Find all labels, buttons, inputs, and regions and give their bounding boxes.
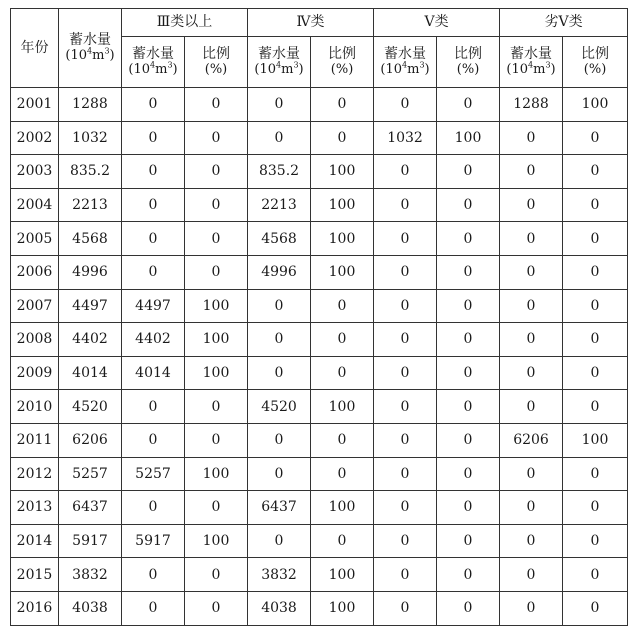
- class-iii-storage-cell: 0: [122, 423, 185, 457]
- class-v-storage-cell: 0: [374, 155, 437, 189]
- class-iv-ratio-cell: 0: [311, 423, 374, 457]
- class-v-ratio-cell: 0: [437, 423, 500, 457]
- below-class-v-storage-cell: 0: [500, 222, 563, 256]
- class-iv-storage-cell: 6437: [248, 491, 311, 525]
- table-body: [11, 88, 628, 626]
- below-class-v-ratio-cell: 0: [563, 155, 628, 189]
- class-iv-storage-cell: 4038: [248, 591, 311, 625]
- subheader-ratio: 比例 (%): [185, 37, 248, 88]
- class-v-storage-cell: 0: [374, 423, 437, 457]
- below-class-v-ratio-cell: 100: [563, 88, 628, 122]
- class-iv-ratio-cell: 0: [311, 323, 374, 357]
- class-iv-ratio-cell: 0: [311, 289, 374, 323]
- class-iii-storage-cell: 0: [122, 390, 185, 424]
- class-iii-storage-cell: 4014: [122, 356, 185, 390]
- class-v-storage-cell: 0: [374, 390, 437, 424]
- total-storage-unit: $(10^4m^3)$: [65, 46, 115, 63]
- class-v-ratio-cell: 0: [437, 255, 500, 289]
- class-v-ratio-cell: 0: [437, 88, 500, 122]
- class-iii-ratio-cell: 0: [185, 255, 248, 289]
- class-iii-ratio-cell: 0: [185, 491, 248, 525]
- total-storage-cell: 4520: [59, 390, 122, 424]
- class-iii-ratio-cell: 0: [185, 423, 248, 457]
- total-storage-cell: 4568: [59, 222, 122, 256]
- class-iv-ratio-cell: 100: [311, 558, 374, 592]
- class-iv-storage-cell: 0: [248, 121, 311, 155]
- class-v-storage-cell: 0: [374, 289, 437, 323]
- total-storage-cell: 4038: [59, 591, 122, 625]
- below-class-v-storage-cell: 0: [500, 558, 563, 592]
- below-class-v-storage-cell: 1288: [500, 88, 563, 122]
- below-class-v-ratio-cell: 0: [563, 188, 628, 222]
- table-row: [11, 222, 628, 256]
- table-row: [11, 491, 628, 525]
- year-cell: 2006: [11, 255, 59, 289]
- class-v-storage-cell: 0: [374, 591, 437, 625]
- below-class-v-ratio-cell: 0: [563, 591, 628, 625]
- year-cell: 2002: [11, 121, 59, 155]
- class-iii-storage-cell: 0: [122, 222, 185, 256]
- year-header: 年份: [11, 9, 59, 88]
- class-v-storage-cell: 0: [374, 524, 437, 558]
- subheader-ratio: 比例 (%): [563, 37, 628, 88]
- table-row: [11, 188, 628, 222]
- below-class-v-ratio-cell: 0: [563, 457, 628, 491]
- table-row: [11, 558, 628, 592]
- year-cell: 2012: [11, 457, 59, 491]
- class-iii-ratio-cell: 0: [185, 155, 248, 189]
- class-iv-storage-cell: 0: [248, 423, 311, 457]
- year-cell: 2013: [11, 491, 59, 525]
- year-cell: 2005: [11, 222, 59, 256]
- class-iv-storage-cell: 0: [248, 323, 311, 357]
- class-iv-ratio-cell: 0: [311, 356, 374, 390]
- below-class-v-ratio-cell: 0: [563, 558, 628, 592]
- class-v-ratio-cell: 0: [437, 323, 500, 357]
- class-v-storage-cell: 1032: [374, 121, 437, 155]
- group-header-class-v: Ⅴ类: [374, 9, 500, 37]
- class-iv-storage-cell: 2213: [248, 188, 311, 222]
- class-v-ratio-cell: 0: [437, 289, 500, 323]
- class-v-storage-cell: 0: [374, 558, 437, 592]
- total-storage-cell: 1288: [59, 88, 122, 122]
- class-iii-storage-cell: 0: [122, 188, 185, 222]
- class-iii-ratio-cell: 0: [185, 591, 248, 625]
- class-iii-ratio-cell: 0: [185, 188, 248, 222]
- year-cell: 2004: [11, 188, 59, 222]
- below-class-v-storage-cell: 0: [500, 356, 563, 390]
- class-iii-storage-cell: 5917: [122, 524, 185, 558]
- class-iv-ratio-cell: 100: [311, 390, 374, 424]
- class-v-ratio-cell: 0: [437, 390, 500, 424]
- subheader-ratio: 比例 (%): [311, 37, 374, 88]
- class-iv-ratio-cell: 100: [311, 222, 374, 256]
- class-iv-ratio-cell: 100: [311, 188, 374, 222]
- total-storage-cell: 4996: [59, 255, 122, 289]
- total-storage-label: 蓄水量: [69, 32, 111, 49]
- total-storage-cell: 5917: [59, 524, 122, 558]
- below-class-v-ratio-cell: 0: [563, 255, 628, 289]
- total-storage-cell: 6206: [59, 423, 122, 457]
- class-iii-ratio-cell: 100: [185, 289, 248, 323]
- below-class-v-ratio-cell: 100: [563, 423, 628, 457]
- class-iii-ratio-cell: 0: [185, 558, 248, 592]
- class-iii-storage-cell: 0: [122, 491, 185, 525]
- class-iii-storage-cell: 4402: [122, 323, 185, 357]
- class-v-ratio-cell: 0: [437, 524, 500, 558]
- water-quality-storage-table: [10, 8, 628, 626]
- group-header-class-iii: Ⅲ类以上: [122, 9, 248, 37]
- class-v-storage-cell: 0: [374, 491, 437, 525]
- year-cell: 2016: [11, 591, 59, 625]
- total-storage-cell: 3832: [59, 558, 122, 592]
- year-cell: 2009: [11, 356, 59, 390]
- header-row-groups: [11, 9, 628, 37]
- class-iii-storage-cell: 0: [122, 121, 185, 155]
- class-v-ratio-cell: 0: [437, 457, 500, 491]
- class-v-ratio-cell: 0: [437, 155, 500, 189]
- table-row: [11, 356, 628, 390]
- subheader-storage: 蓄水量 $(10^4m^3)$: [248, 37, 311, 88]
- total-storage-cell: 4497: [59, 289, 122, 323]
- total-storage-cell: 4014: [59, 356, 122, 390]
- below-class-v-storage-cell: 0: [500, 289, 563, 323]
- below-class-v-storage-cell: 0: [500, 121, 563, 155]
- class-v-ratio-cell: 0: [437, 491, 500, 525]
- class-iii-storage-cell: 0: [122, 591, 185, 625]
- below-class-v-ratio-cell: 0: [563, 121, 628, 155]
- table-row: [11, 88, 628, 122]
- class-iii-storage-cell: 0: [122, 255, 185, 289]
- class-iv-ratio-cell: 100: [311, 255, 374, 289]
- class-iii-ratio-cell: 0: [185, 390, 248, 424]
- class-v-storage-cell: 0: [374, 356, 437, 390]
- class-iii-ratio-cell: 100: [185, 356, 248, 390]
- class-v-ratio-cell: 0: [437, 188, 500, 222]
- class-v-storage-cell: 0: [374, 88, 437, 122]
- below-class-v-storage-cell: 0: [500, 491, 563, 525]
- table-row: [11, 591, 628, 625]
- class-iv-ratio-cell: 100: [311, 591, 374, 625]
- class-iii-ratio-cell: 100: [185, 457, 248, 491]
- class-iv-ratio-cell: 0: [311, 88, 374, 122]
- table-row: [11, 390, 628, 424]
- below-class-v-ratio-cell: 0: [563, 390, 628, 424]
- subheader-storage: 蓄水量 $(10^4m^3)$: [374, 37, 437, 88]
- total-storage-cell: 4402: [59, 323, 122, 357]
- class-v-storage-cell: 0: [374, 188, 437, 222]
- group-header-class-iv: Ⅳ类: [248, 9, 374, 37]
- below-class-v-ratio-cell: 0: [563, 356, 628, 390]
- below-class-v-storage-cell: 0: [500, 323, 563, 357]
- class-iv-storage-cell: 0: [248, 457, 311, 491]
- total-storage-cell: 835.2: [59, 155, 122, 189]
- class-iv-ratio-cell: 0: [311, 121, 374, 155]
- class-iii-ratio-cell: 0: [185, 121, 248, 155]
- class-iii-storage-cell: 5257: [122, 457, 185, 491]
- class-iv-ratio-cell: 100: [311, 491, 374, 525]
- class-v-ratio-cell: 0: [437, 591, 500, 625]
- class-iii-storage-cell: 0: [122, 155, 185, 189]
- year-cell: 2015: [11, 558, 59, 592]
- class-v-storage-cell: 0: [374, 457, 437, 491]
- class-iv-ratio-cell: 100: [311, 155, 374, 189]
- table-row: [11, 457, 628, 491]
- below-class-v-ratio-cell: 0: [563, 323, 628, 357]
- below-class-v-storage-cell: 0: [500, 591, 563, 625]
- class-iv-storage-cell: 0: [248, 356, 311, 390]
- below-class-v-storage-cell: 0: [500, 155, 563, 189]
- table-row: [11, 289, 628, 323]
- subheader-storage: 蓄水量 $(10^4m^3)$: [500, 37, 563, 88]
- class-iv-storage-cell: 0: [248, 88, 311, 122]
- year-cell: 2007: [11, 289, 59, 323]
- total-storage-cell: 1032: [59, 121, 122, 155]
- class-iii-ratio-cell: 100: [185, 524, 248, 558]
- class-iv-ratio-cell: 0: [311, 524, 374, 558]
- table-row: [11, 121, 628, 155]
- below-class-v-storage-cell: 0: [500, 524, 563, 558]
- total-storage-cell: 2213: [59, 188, 122, 222]
- year-cell: 2010: [11, 390, 59, 424]
- class-iv-storage-cell: 4520: [248, 390, 311, 424]
- below-class-v-ratio-cell: 0: [563, 491, 628, 525]
- class-v-storage-cell: 0: [374, 323, 437, 357]
- class-v-ratio-cell: 0: [437, 222, 500, 256]
- year-cell: 2008: [11, 323, 59, 357]
- total-storage-cell: 6437: [59, 491, 122, 525]
- class-iv-storage-cell: 0: [248, 289, 311, 323]
- class-v-ratio-cell: 0: [437, 558, 500, 592]
- table-row: [11, 323, 628, 357]
- year-cell: 2001: [11, 88, 59, 122]
- class-iv-storage-cell: 835.2: [248, 155, 311, 189]
- class-iv-storage-cell: 3832: [248, 558, 311, 592]
- below-class-v-storage-cell: 0: [500, 255, 563, 289]
- class-v-storage-cell: 0: [374, 222, 437, 256]
- class-iv-storage-cell: 4996: [248, 255, 311, 289]
- total-storage-header: [59, 9, 122, 88]
- year-cell: 2011: [11, 423, 59, 457]
- subheader-storage: 蓄水量 $(10^4m^3)$: [122, 37, 185, 88]
- below-class-v-storage-cell: 6206: [500, 423, 563, 457]
- class-iii-ratio-cell: 0: [185, 222, 248, 256]
- group-header-below-class-v: 劣Ⅴ类: [500, 9, 628, 37]
- table-row: [11, 155, 628, 189]
- below-class-v-storage-cell: 0: [500, 188, 563, 222]
- class-iv-storage-cell: 0: [248, 524, 311, 558]
- table-row: [11, 255, 628, 289]
- class-iii-storage-cell: 4497: [122, 289, 185, 323]
- class-v-storage-cell: 0: [374, 255, 437, 289]
- below-class-v-ratio-cell: 0: [563, 289, 628, 323]
- below-class-v-storage-cell: 0: [500, 457, 563, 491]
- class-v-ratio-cell: 0: [437, 356, 500, 390]
- year-cell: 2014: [11, 524, 59, 558]
- class-iii-ratio-cell: 100: [185, 323, 248, 357]
- class-iii-storage-cell: 0: [122, 558, 185, 592]
- below-class-v-ratio-cell: 0: [563, 524, 628, 558]
- subheader-ratio: 比例 (%): [437, 37, 500, 88]
- class-iv-ratio-cell: 0: [311, 457, 374, 491]
- class-iv-storage-cell: 4568: [248, 222, 311, 256]
- table-row: [11, 423, 628, 457]
- total-storage-cell: 5257: [59, 457, 122, 491]
- class-v-ratio-cell: 100: [437, 121, 500, 155]
- year-cell: 2003: [11, 155, 59, 189]
- below-class-v-ratio-cell: 0: [563, 222, 628, 256]
- table-row: [11, 524, 628, 558]
- class-iii-ratio-cell: 0: [185, 88, 248, 122]
- below-class-v-storage-cell: 0: [500, 390, 563, 424]
- class-iii-storage-cell: 0: [122, 88, 185, 122]
